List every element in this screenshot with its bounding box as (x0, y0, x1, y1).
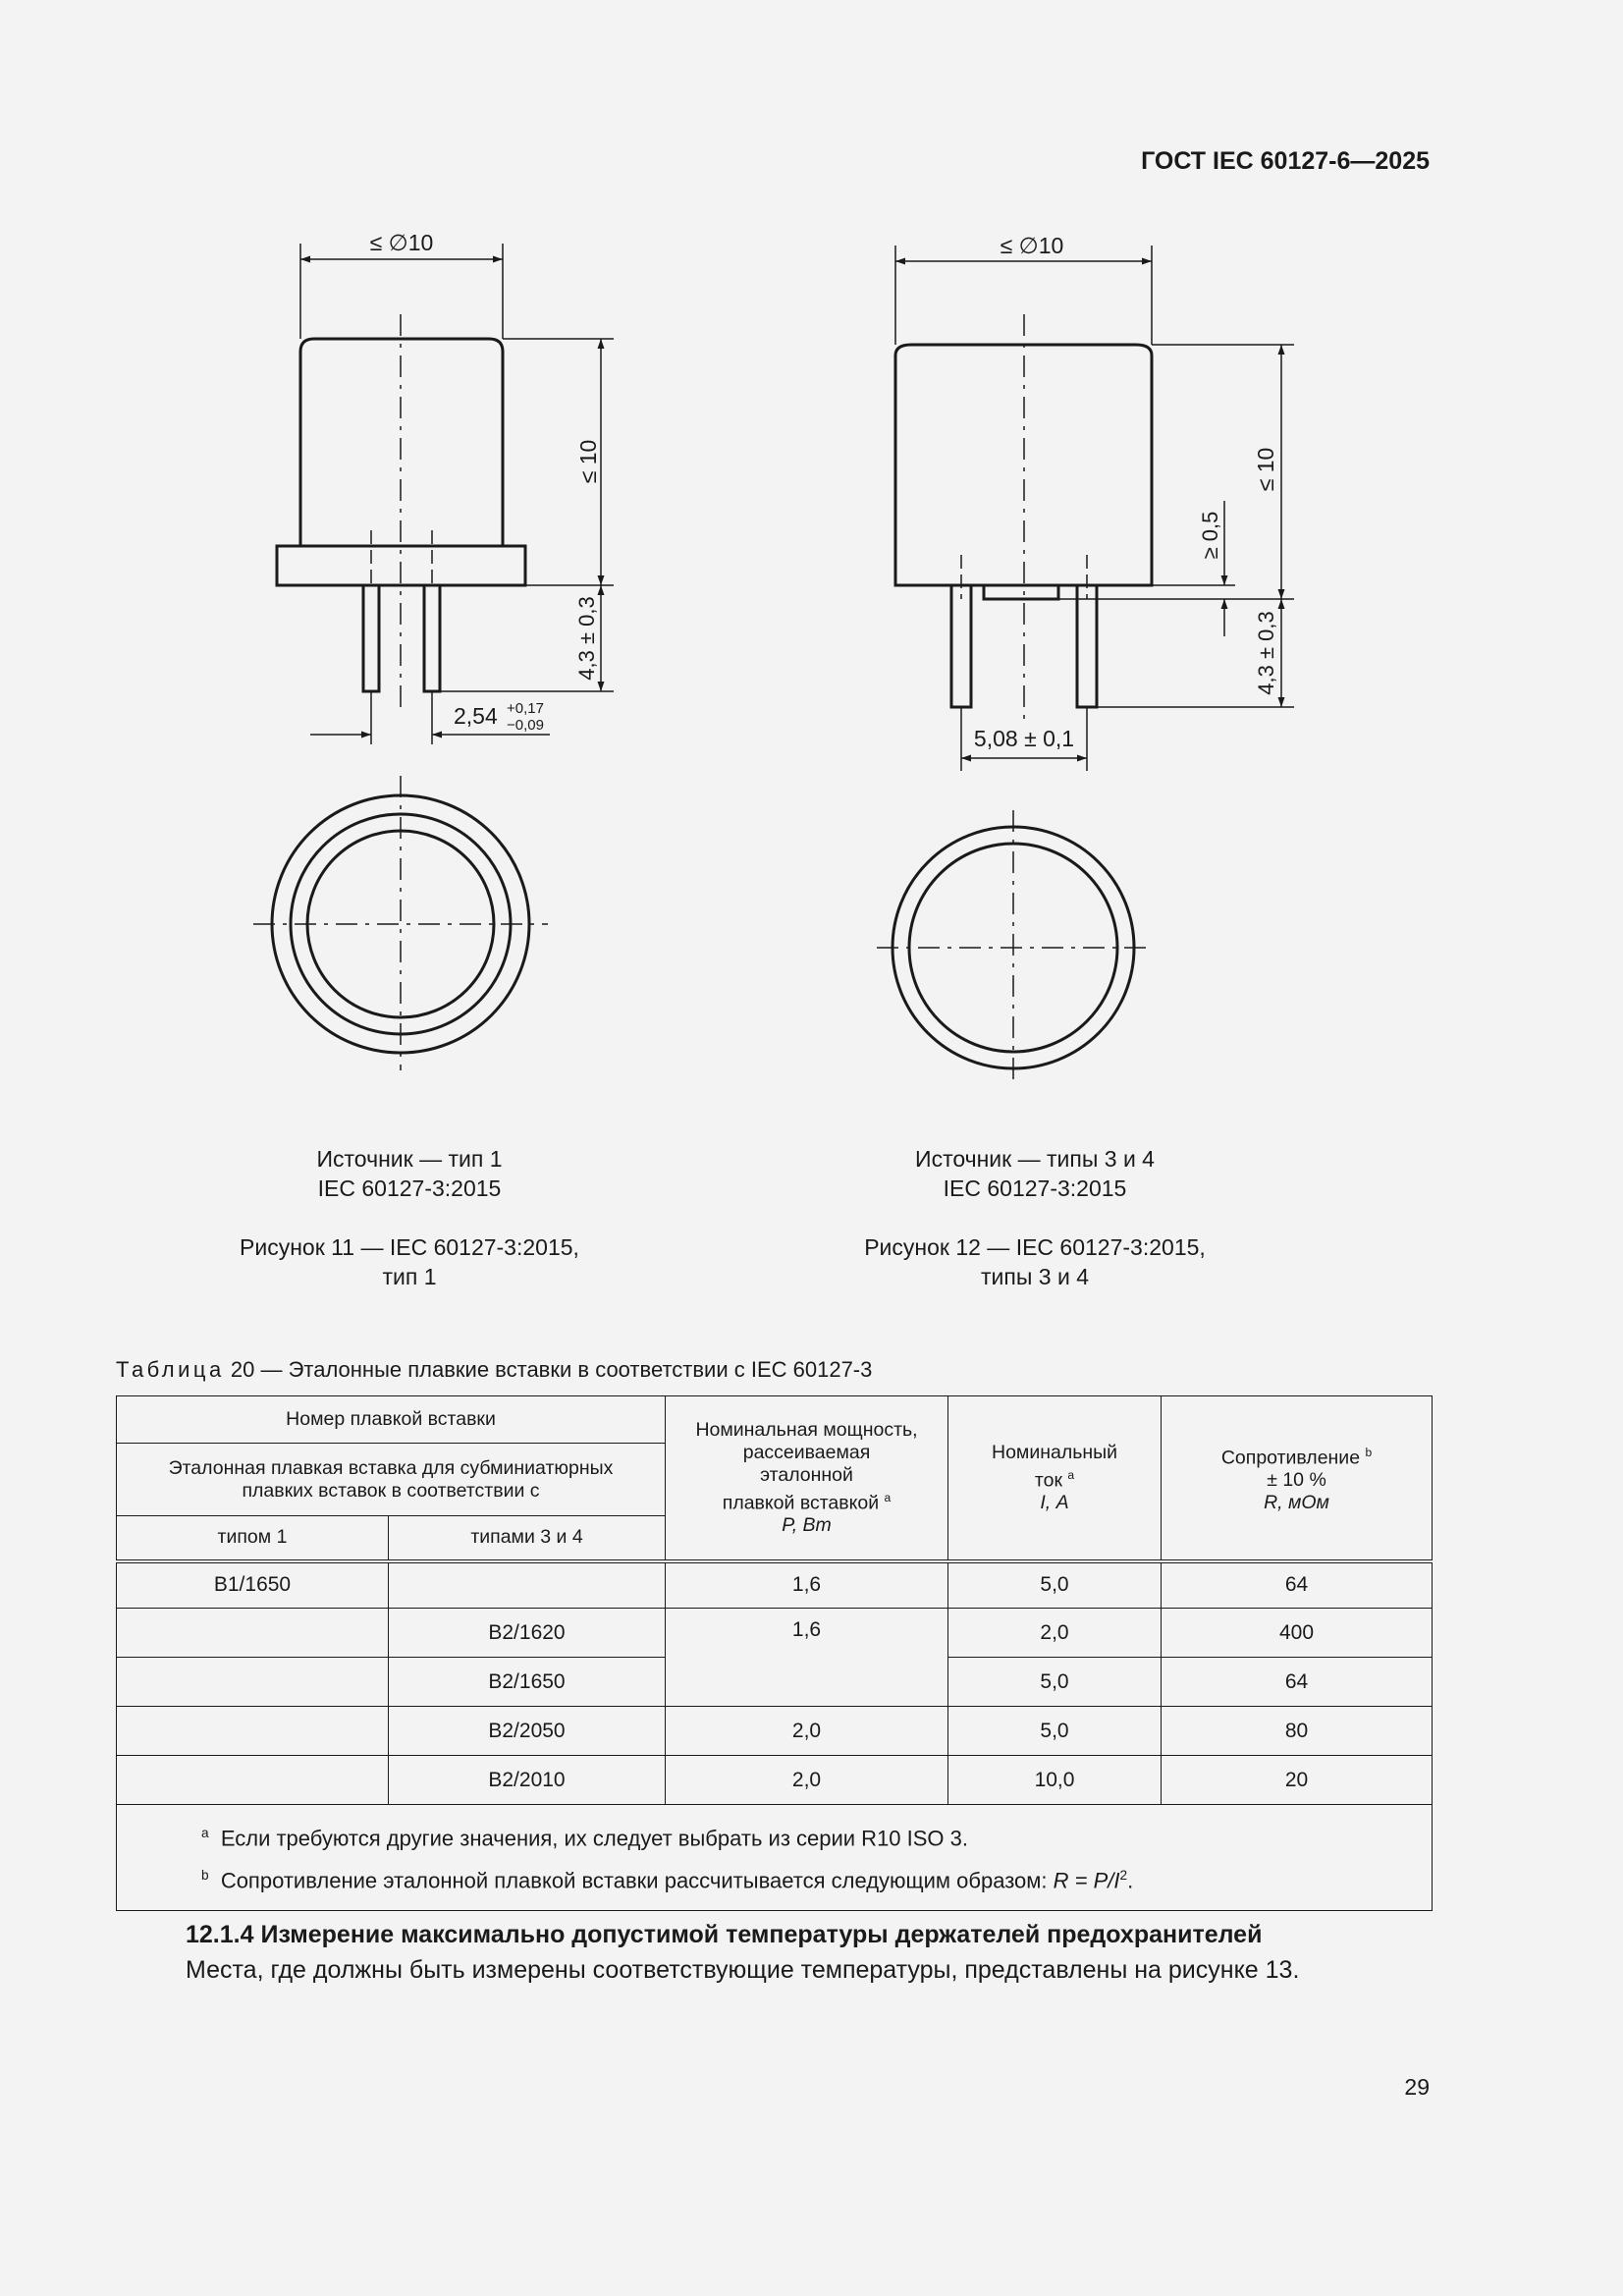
table-row: B1/1650 1,6 5,0 64 (117, 1561, 1433, 1609)
page-number: 29 (1404, 2074, 1430, 2100)
section-text: Места, где должны быть измерены соответствующие температуры, представлены на рисунке 13. (186, 1956, 1300, 1984)
section-number: 12.1.4 (186, 1921, 254, 1948)
note-b: $^b$ Сопротивление эталонной плавкой вставки рассчитывается следующим образом: $R = P/I^2$. (201, 1868, 1134, 1893)
header-current: Номинальный ток $^a$ I, А (948, 1396, 1162, 1561)
header-type1: типом 1 (117, 1516, 389, 1561)
fig11-tol-plus: +0,17 (507, 700, 544, 717)
fig11-pitch-dim: 2,54 (454, 703, 498, 729)
figure12-caption: Рисунок 12 — IEC 60127-3:2015, типы 3 и 4 (864, 1234, 1206, 1289)
fig11-height-dim: ≤ 10 (575, 439, 601, 484)
fig12-standoff-dim: ≥ 0,5 (1198, 511, 1222, 560)
figure11-caption: Рисунок 11 — IEC 60127-3:2015, тип 1 (240, 1234, 579, 1289)
fig12-pitch-dim: 5,08 ± 0,1 (973, 726, 1075, 751)
fig11-pin-dim: 4,3 ± 0,3 (574, 596, 599, 681)
header-resistance: Сопротивление $^b$ ± 10 % R, мОм (1162, 1396, 1433, 1561)
table-row: B2/1620 1,6 2,0 400 (117, 1609, 1433, 1658)
fig12-diameter-dim: ≤ ∅10 (1000, 233, 1064, 258)
fig12-pin-dim: 4,3 ± 0,3 (1254, 611, 1278, 695)
fig12-height-dim: ≤ 10 (1253, 447, 1278, 492)
section-12-1-4 (186, 1917, 1462, 1988)
header-type34: типами 3 и 4 (389, 1516, 666, 1561)
figure11-side-view (277, 339, 525, 691)
figure12-source: Источник — типы 3 и 4 IEC 60127-3:2015 (915, 1146, 1155, 1201)
fig11-diameter-dim: ≤ ∅10 (369, 230, 434, 255)
header-power: Номинальная мощность, рассеиваемая эталонной плавкой вставкой $^a$ P, Вт (666, 1396, 948, 1561)
table-notes-row (117, 1805, 1433, 1911)
table-label: Таблица (116, 1357, 225, 1382)
table-notes (117, 1805, 1433, 1911)
figure11-source: Источник — тип 1 IEC 60127-3:2015 (316, 1146, 503, 1201)
header-reference-fuse: Эталонная плавкая вставка для субминиатюрных плавких вставок в соответствии с (117, 1444, 666, 1516)
note-a: $^a$ Если требуются другие значения, их следует выбрать из серии R10 ISO 3. (201, 1826, 969, 1851)
table-row: B2/1650 5,0 64 (117, 1658, 1433, 1707)
table-row: B2/2010 2,0 10,0 20 (117, 1756, 1433, 1805)
header-row (117, 1396, 1433, 1444)
table-title: Таблица 20 — Эталонные плавкие вставки в соответствии с IEC 60127-3 (116, 1357, 873, 1382)
fig11-tol-minus: −0,09 (507, 717, 544, 734)
table-row: B2/2050 2,0 5,0 80 (117, 1707, 1433, 1756)
document-number: ГОСТ IEC 60127-6—2025 (1141, 147, 1430, 175)
reference-fuses-table (116, 1395, 1433, 1911)
section-heading: Измерение максимально допустимой температуры держателей предохранителей (260, 1921, 1263, 1948)
header-fuse-number: Номер плавкой вставки (117, 1396, 666, 1444)
